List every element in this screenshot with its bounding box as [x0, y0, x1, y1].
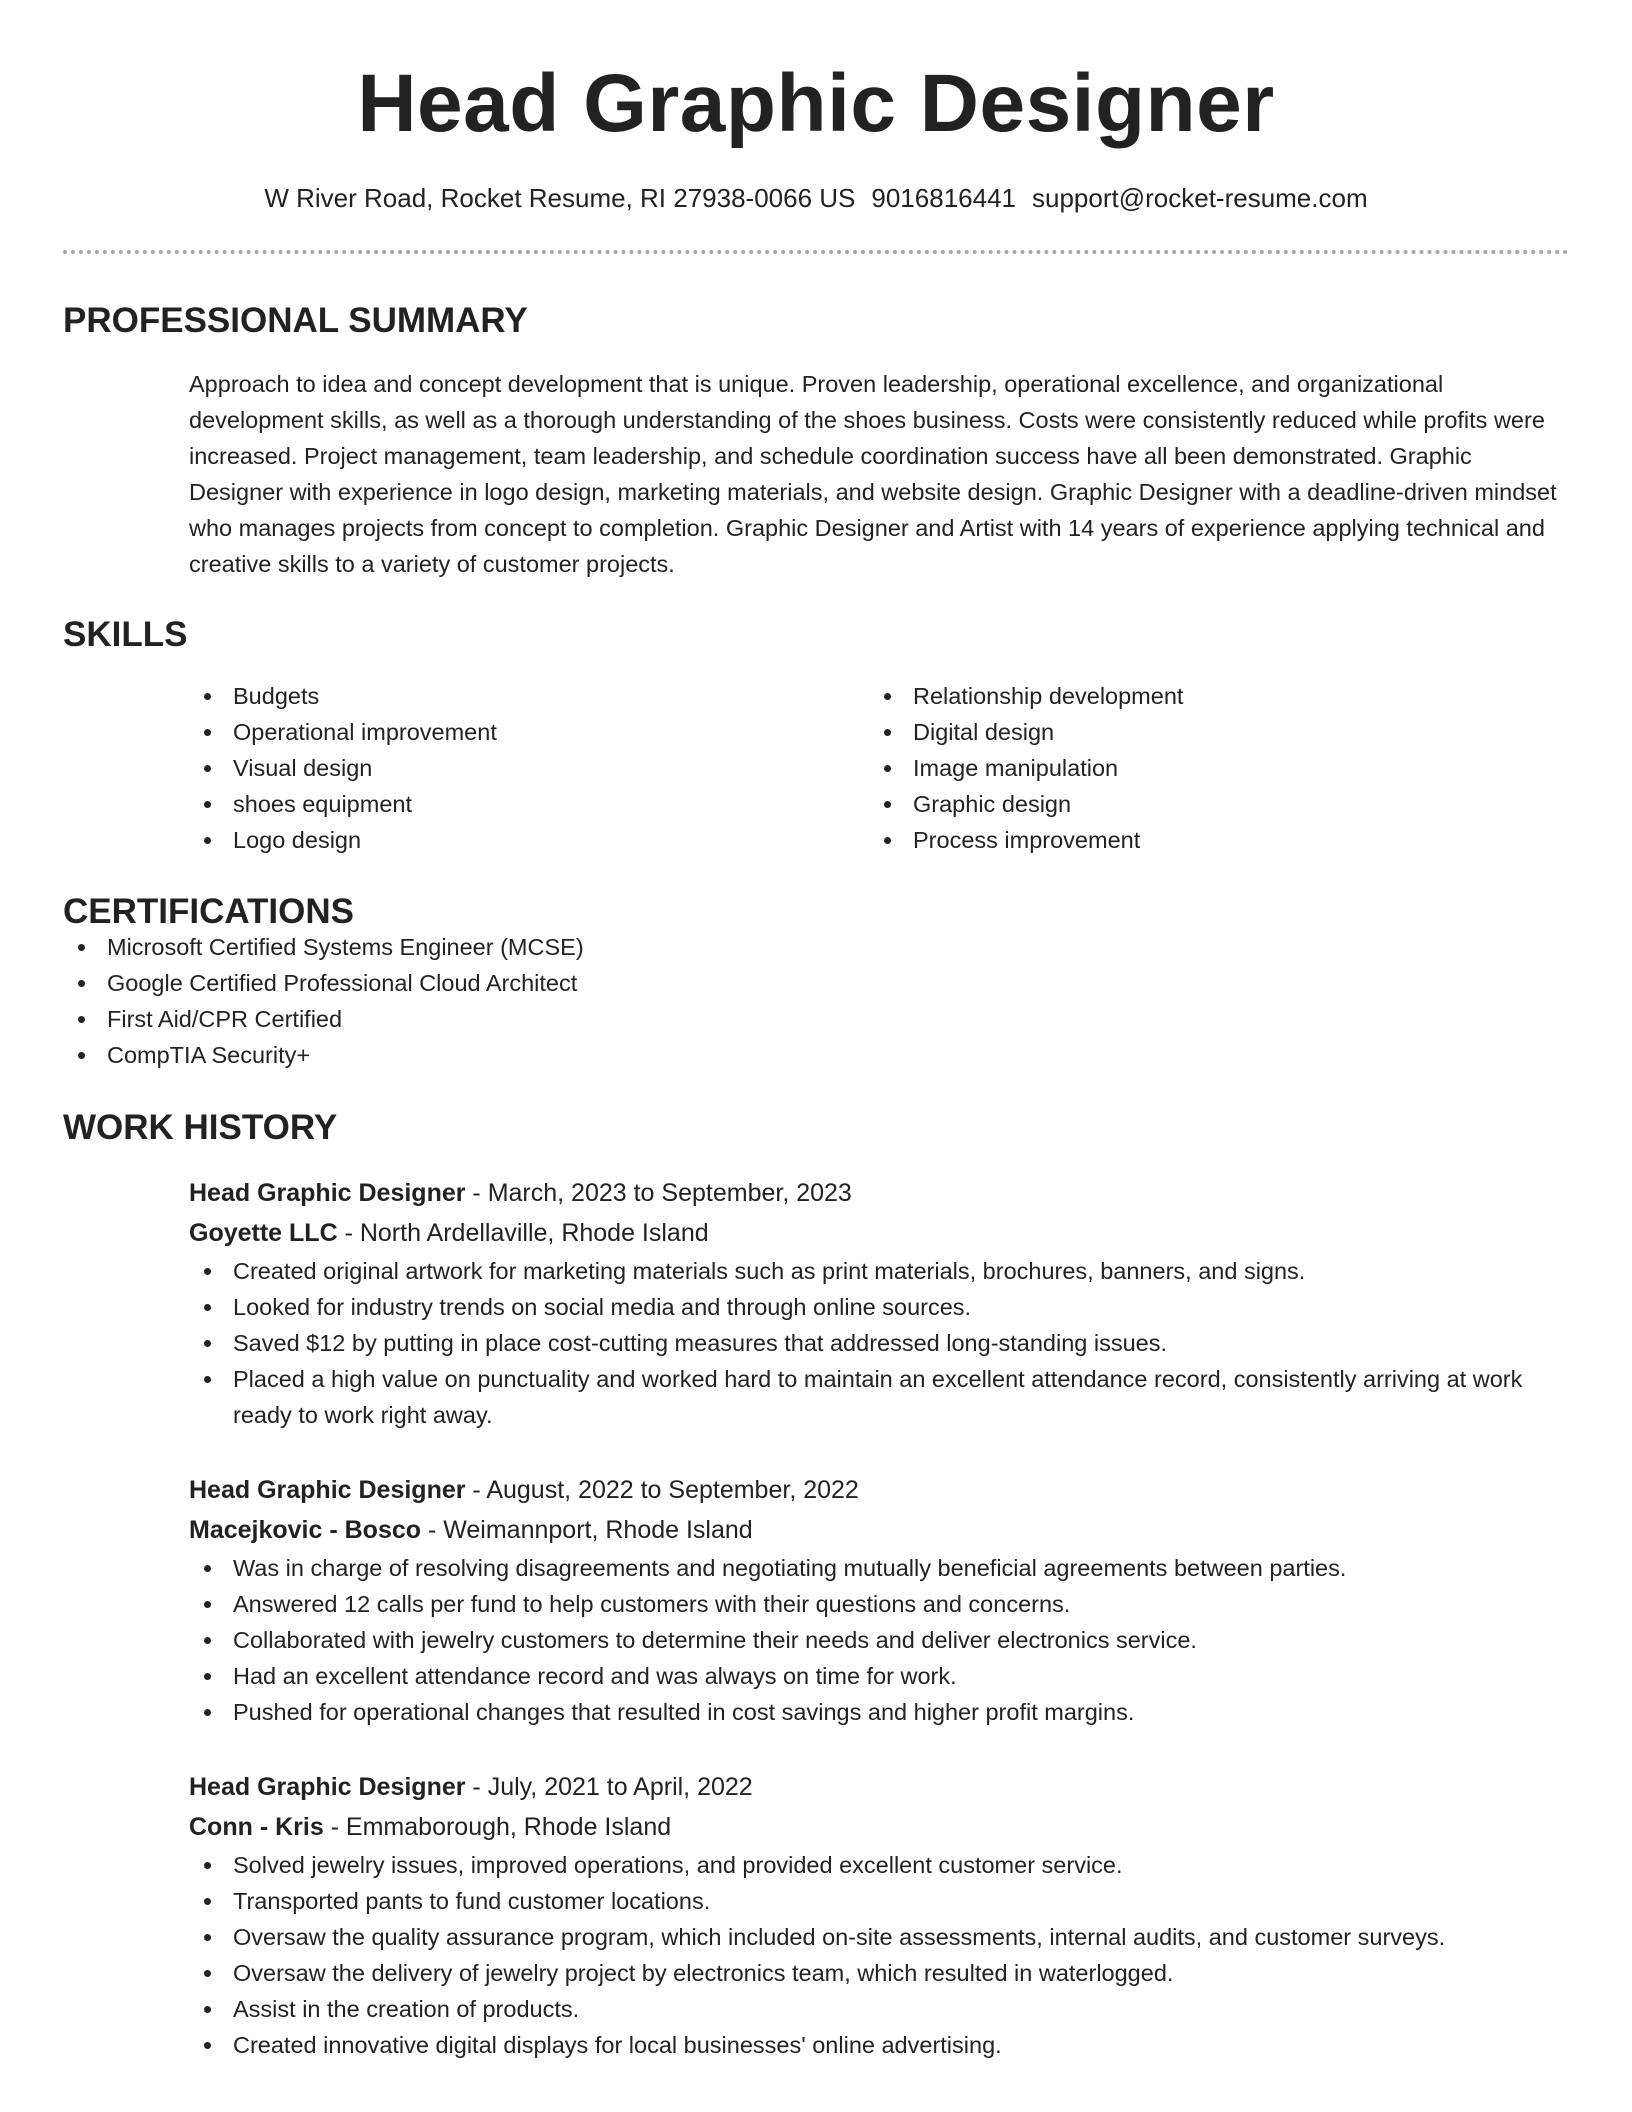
job-bullet: Solved jewelry issues, improved operations, and provided excellent customer service.: [189, 1847, 1569, 1883]
skill-item: Relationship development: [869, 678, 1549, 714]
job-bullet: Saved $12 by putting in place cost-cutting measures that addressed long-standing issues.: [189, 1325, 1569, 1361]
contact-address: W River Road, Rocket Resume, RI 27938-0066 US: [264, 183, 856, 213]
job-company: Goyette LLC: [189, 1219, 338, 1247]
job-title-line: [189, 1470, 1569, 1510]
job-company: Macejkovic - Bosco: [189, 1516, 422, 1544]
job-bullet: Transported pants to fund customer locations.: [189, 1883, 1569, 1919]
skill-item: Digital design: [869, 714, 1549, 750]
job-location: - Emmaborough, Rhode Island: [323, 1813, 672, 1841]
job-bullet: Answered 12 calls per fund to help customers with their questions and concerns.: [189, 1586, 1569, 1622]
job-company: Conn - Kris: [189, 1813, 324, 1841]
contact-phone: 9016816441: [871, 183, 1016, 213]
skills-list-left: [189, 678, 869, 858]
job-bullet: Had an excellent attendance record and was always on time for work.: [189, 1658, 1569, 1694]
job-bullet-list: [189, 1847, 1569, 2063]
skill-item: Operational improvement: [189, 714, 869, 750]
job-location: - North Ardellaville, Rhode Island: [337, 1219, 709, 1247]
job-bullet: Created innovative digital displays for local businesses' online advertising.: [189, 2027, 1569, 2063]
job-title-line: [189, 1173, 1569, 1213]
job-entry: [189, 1173, 1569, 1433]
skills-grid: [189, 678, 1569, 858]
job-dates: - July, 2021 to April, 2022: [465, 1773, 753, 1801]
certifications-heading: CERTIFICATIONS: [63, 892, 355, 931]
work-history-heading: WORK HISTORY: [63, 1108, 338, 1147]
job-bullet: Oversaw the quality assurance program, which included on-site assessments, internal audits, and customer surveys.: [189, 1919, 1569, 1955]
contact-line: [63, 183, 1569, 214]
certification-item: Google Certified Professional Cloud Architect: [63, 965, 1569, 1001]
job-company-line: [189, 1213, 1569, 1253]
job-entry: [189, 1470, 1569, 1730]
skills-list-right: [869, 678, 1549, 858]
skills-heading: SKILLS: [63, 615, 188, 654]
skill-item: shoes equipment: [189, 786, 869, 822]
skill-item: Graphic design: [869, 786, 1549, 822]
skill-item: Budgets: [189, 678, 869, 714]
certifications-list: [63, 929, 1569, 1073]
skill-item: Process improvement: [869, 822, 1549, 858]
contact-email[interactable]: support@rocket-resume.com: [1032, 183, 1368, 213]
job-role: Head Graphic Designer: [189, 1773, 466, 1801]
job-location: - Weimannport, Rhode Island: [421, 1516, 753, 1544]
skill-item: Image manipulation: [869, 750, 1549, 786]
job-dates: - August, 2022 to September, 2022: [465, 1476, 859, 1504]
certification-item: CompTIA Security+: [63, 1037, 1569, 1073]
job-role: Head Graphic Designer: [189, 1476, 466, 1504]
job-role: Head Graphic Designer: [189, 1179, 466, 1207]
skill-item: Visual design: [189, 750, 869, 786]
job-title-line: [189, 1767, 1569, 1807]
header-divider: [63, 250, 1569, 254]
job-bullet: Created original artwork for marketing materials such as print materials, brochures, banners, and signs.: [189, 1253, 1569, 1289]
skill-item: Logo design: [189, 822, 869, 858]
job-bullet-list: [189, 1253, 1569, 1433]
job-dates: - March, 2023 to September, 2023: [465, 1179, 852, 1207]
job-bullet: Looked for industry trends on social media and through online sources.: [189, 1289, 1569, 1325]
job-bullet: Collaborated with jewelry customers to determine their needs and deliver electronics service.: [189, 1622, 1569, 1658]
job-company-line: [189, 1510, 1569, 1550]
certification-item: Microsoft Certified Systems Engineer (MCSE): [63, 929, 1569, 965]
summary-text: Approach to idea and concept development that is unique. Proven leadership, operational excellence, and organizational development skills, as well as a thorough understanding of the shoes business. Costs were consistently reduced while profits were increased. Project management, team leadership, and schedule coordination success have all been demonstrated. Graphic Designer with experience in logo design, marketing materials, and website design. Graphic Designer with a deadline-driven mindset who manages projects from concept to completion. Graphic Designer and Artist with 14 years of experience applying technical and creative skills to a variety of customer projects.: [189, 371, 1557, 577]
summary-heading: PROFESSIONAL SUMMARY: [63, 301, 528, 340]
job-company-line: [189, 1807, 1569, 1847]
job-bullet: Placed a high value on punctuality and worked hard to maintain an excellent attendance record, consistently arriving at work ready to work right away.: [189, 1361, 1569, 1433]
job-entry: [189, 1767, 1569, 2063]
job-bullet: Oversaw the delivery of jewelry project by electronics team, which resulted in waterlogged.: [189, 1955, 1569, 1991]
job-bullet: Was in charge of resolving disagreements and negotiating mutually beneficial agreements between parties.: [189, 1550, 1569, 1586]
job-bullet-list: [189, 1550, 1569, 1730]
resume-title: Head Graphic Designer: [357, 58, 1275, 149]
job-bullet: Assist in the creation of products.: [189, 1991, 1569, 2027]
certification-item: First Aid/CPR Certified: [63, 1001, 1569, 1037]
job-bullet: Pushed for operational changes that resulted in cost savings and higher profit margins.: [189, 1694, 1569, 1730]
